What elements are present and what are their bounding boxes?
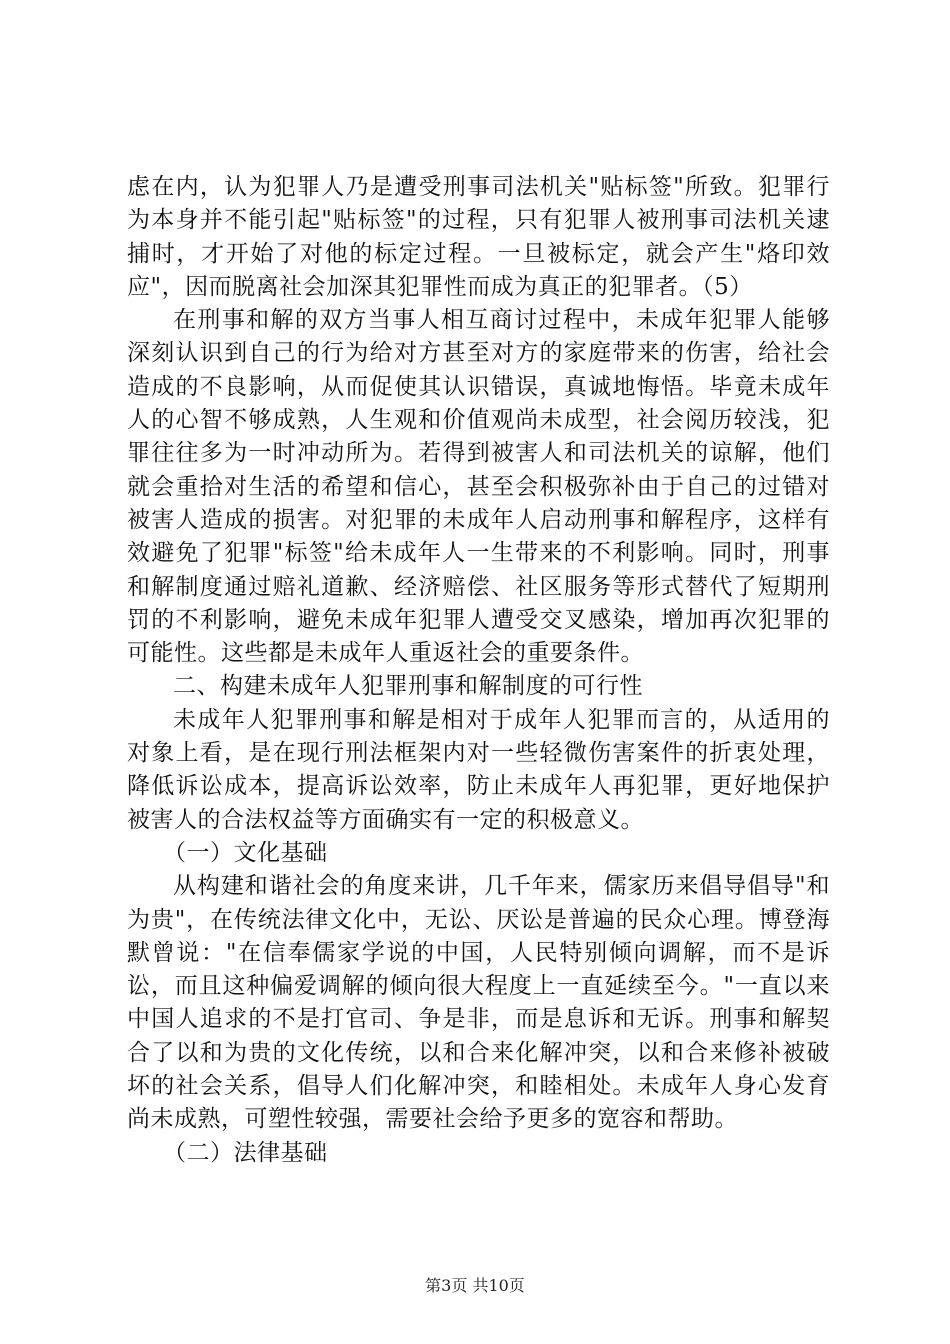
document-body (127, 171, 830, 1170)
paragraph-continuation: 虑在内，认为犯罪人乃是遭受刑事司法机关"贴标签"所致。犯罪行为本身并不能引起"贴标签"的过程，只有犯罪人被刑事司法机关逮捕时，才开始了对他的标定过程。一旦被标定，就会产生"烙印效应"，因而脱离社会加深其犯罪性而成为真正的犯罪者。（5） (127, 174, 830, 300)
subsection-heading: （二）法律基础 (163, 1139, 328, 1166)
paragraph-body: 在刑事和解的双方当事人相互商讨过程中，未成年犯罪人能够深刻认识到自己的行为给对方甚至对方的家庭带来的伤害，给社会造成的不良影响，从而促使其认识错误，真诚地悔悟。毕竟未成年人的心智不够成熟，人生观和价值观尚未成型，社会阅历较浅，犯罪往往多为一时冲动所为。若得到被害人和司法机关的谅解，他们就会重拾对生活的希望和信心，甚至会积极弥补由于自己的过错对被害人造成的损害。对犯罪的未成年人启动刑事和解程序，这样有效避免了犯罪"标签"给未成年人一生带来的不利影响。同时，刑事和解制度通过赔礼道歉、经济赔偿、社区服务等形式替代了短期刑罚的不利影响，避免未成年犯罪人遭受交叉感染，增加再次犯罪的可能性。这些都是未成年人重返社会的重要条件。 (127, 307, 830, 667)
paragraph-body: 未成年人犯罪刑事和解是相对于成年人犯罪而言的，从适用的对象上看，是在现行刑法框架内对一些轻微伤害案件的折衷处理，降低诉讼成本，提高诉讼效率，防止未成年人再犯罪，更好地保护被害人的合法权益等方面确实有一定的积极意义。 (127, 706, 830, 833)
paragraph-body: 从构建和谐社会的角度来讲，几千年来，儒家历来倡导倡导"和为贵"，在传统法律文化中，无讼、厌讼是普遍的民众心理。博登海默曾说："在信奉儒家学说的中国，人民特别倾向调解，而不是诉讼，而且这种偏爱调解的倾向很大程度上一直延续至今。"一直以来中国人追求的不是打官司、争是非，而是息诉和无诉。刑事和解契合了以和为贵的文化传统，以和合来化解冲突，以和合来修补被破坏的社会关系，倡导人们化解冲突，和睦相处。未成年人身心发育尚未成熟，可塑性较强，需要社会给予更多的宽容和帮助。 (127, 873, 830, 1133)
page-number-footer: 第3页 共10页 (425, 1276, 525, 1295)
section-heading: 二、构建未成年人犯罪刑事和解制度的可行性 (173, 673, 643, 700)
subsection-heading: （一）文化基础 (163, 839, 328, 866)
